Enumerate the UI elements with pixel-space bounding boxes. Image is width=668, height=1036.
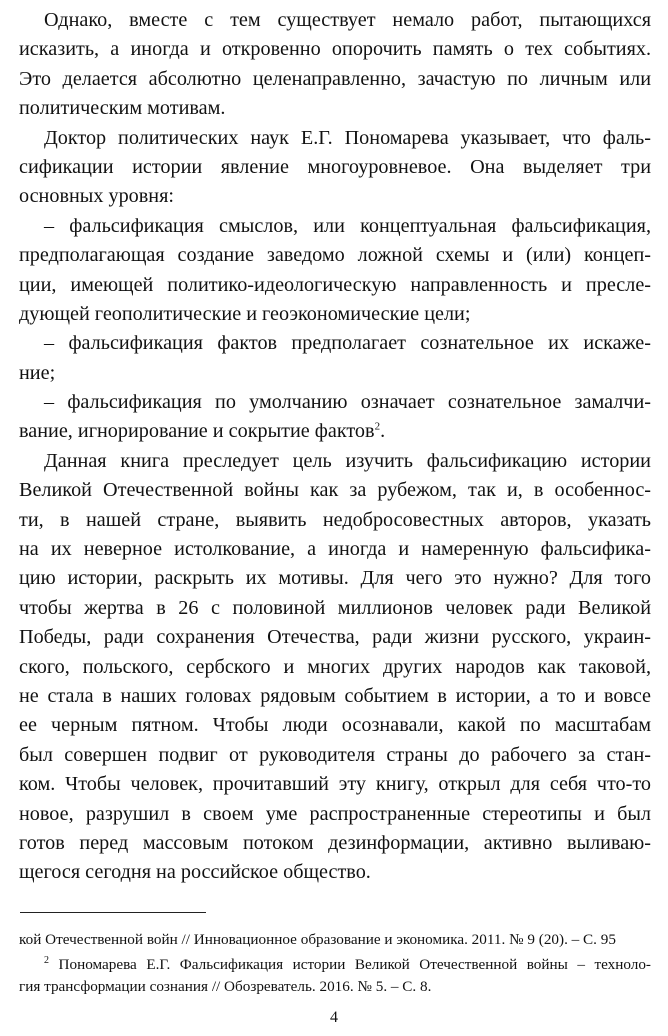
text-line: на их неверное истолкование, а иногда и намеренную фальсифика- <box>19 538 651 561</box>
footnote-continuation: кой Отечественной войн // Инновационное образование и экономика. 2011. № 9 (20). – С. 95 <box>19 931 616 948</box>
footnote-2-number: 2 <box>44 954 49 966</box>
text-line: чтобы жертва в 26 с половиной миллионов человек ради Великой <box>19 596 651 619</box>
text-line: основных уровня: <box>19 185 175 208</box>
footnote-reference[interactable]: 2 <box>374 420 381 433</box>
text-line: Великой Отечественной войны как за рубежом, так и, в особеннос- <box>19 479 651 502</box>
text-line: ти, в нашей стране, выявить недобросовестных авторов, указать <box>19 508 651 531</box>
text-line: исказить, а иногда и откровенно опорочить память о тех событиях. <box>19 38 651 61</box>
text-line: Это делается абсолютно целенаправленно, зачастую по личным или <box>19 67 651 90</box>
text-line: не стала в наших головах рядовым событием в истории, а то и вовсе <box>19 684 651 707</box>
text-line: Однако, вместе с тем существует немало работ, пытающихся <box>44 9 651 31</box>
footnote-separator <box>20 912 206 913</box>
text-line: новое, разрушил в своем уме распространенные стереотипы и был <box>19 802 651 825</box>
text-line: сификации истории явление многоуровневое. Она выделяет три <box>19 155 651 178</box>
text-line: политическим мотивам. <box>19 97 226 120</box>
footnote-2-line-2: гия трансформации сознания // Обозреватель. 2016. № 5. – С. 8. <box>19 978 432 995</box>
footnote-2-line-1 <box>19 954 651 976</box>
text-line: ее черным пятном. Чтобы люди осознавали, какой по масштабам <box>19 714 651 737</box>
footnotes <box>19 929 651 998</box>
text-line: был совершен подвиг от руководителя страны до рабочего за стан- <box>19 743 651 766</box>
body-text <box>19 6 651 888</box>
text-line: – фальсификация фактов предполагает сознательное их искаже- <box>44 332 651 355</box>
text-line: готов перед массовым потоком дезинформации, активно выливаю- <box>19 831 651 854</box>
footnote-2-text: Пономарева Е.Г. Фальсификация истории Великой Отечественной войны – техноло- <box>49 956 651 973</box>
text-line: Данная книга преследует цель изучить фальсификацию истории <box>44 449 651 472</box>
text-line: ком. Чтобы человек, прочитавший эту книгу, открыл для себя что-то <box>19 773 651 796</box>
text-line: дующей геополитические и геоэкономические цели; <box>19 302 471 325</box>
text-line: ние; <box>19 361 56 384</box>
text-line: – фальсификация смыслов, или концептуальная фальсификация, <box>44 214 651 237</box>
text-line: щегося сегодня на российское общество. <box>19 861 371 884</box>
text-line: предполагающая создание заведомо ложной схемы и (или) концеп- <box>19 244 651 267</box>
text-line: вание, игнорирование и сокрытие фактов <box>19 420 375 443</box>
text-line-with-footnote <box>19 417 651 446</box>
text-line: Победы, ради сохранения Отечества, ради жизни русского, украин- <box>19 626 651 649</box>
text-line: ции, имеющей политико-идеологическую направленность и пресле- <box>19 273 651 296</box>
text-line: – фальсификация по умолчанию означает сознательное замалчи- <box>44 391 651 414</box>
sentence-end: . <box>380 420 386 443</box>
text-line: Доктор политических наук Е.Г. Пономарева указывает, что фаль- <box>44 126 651 149</box>
page-number: 4 <box>330 1009 338 1026</box>
text-line: цию истории, раскрыть их мотивы. Для чего это нужно? Для того <box>19 567 651 590</box>
text-line: ского, польского, сербского и многих других народов как таковой, <box>19 655 651 678</box>
